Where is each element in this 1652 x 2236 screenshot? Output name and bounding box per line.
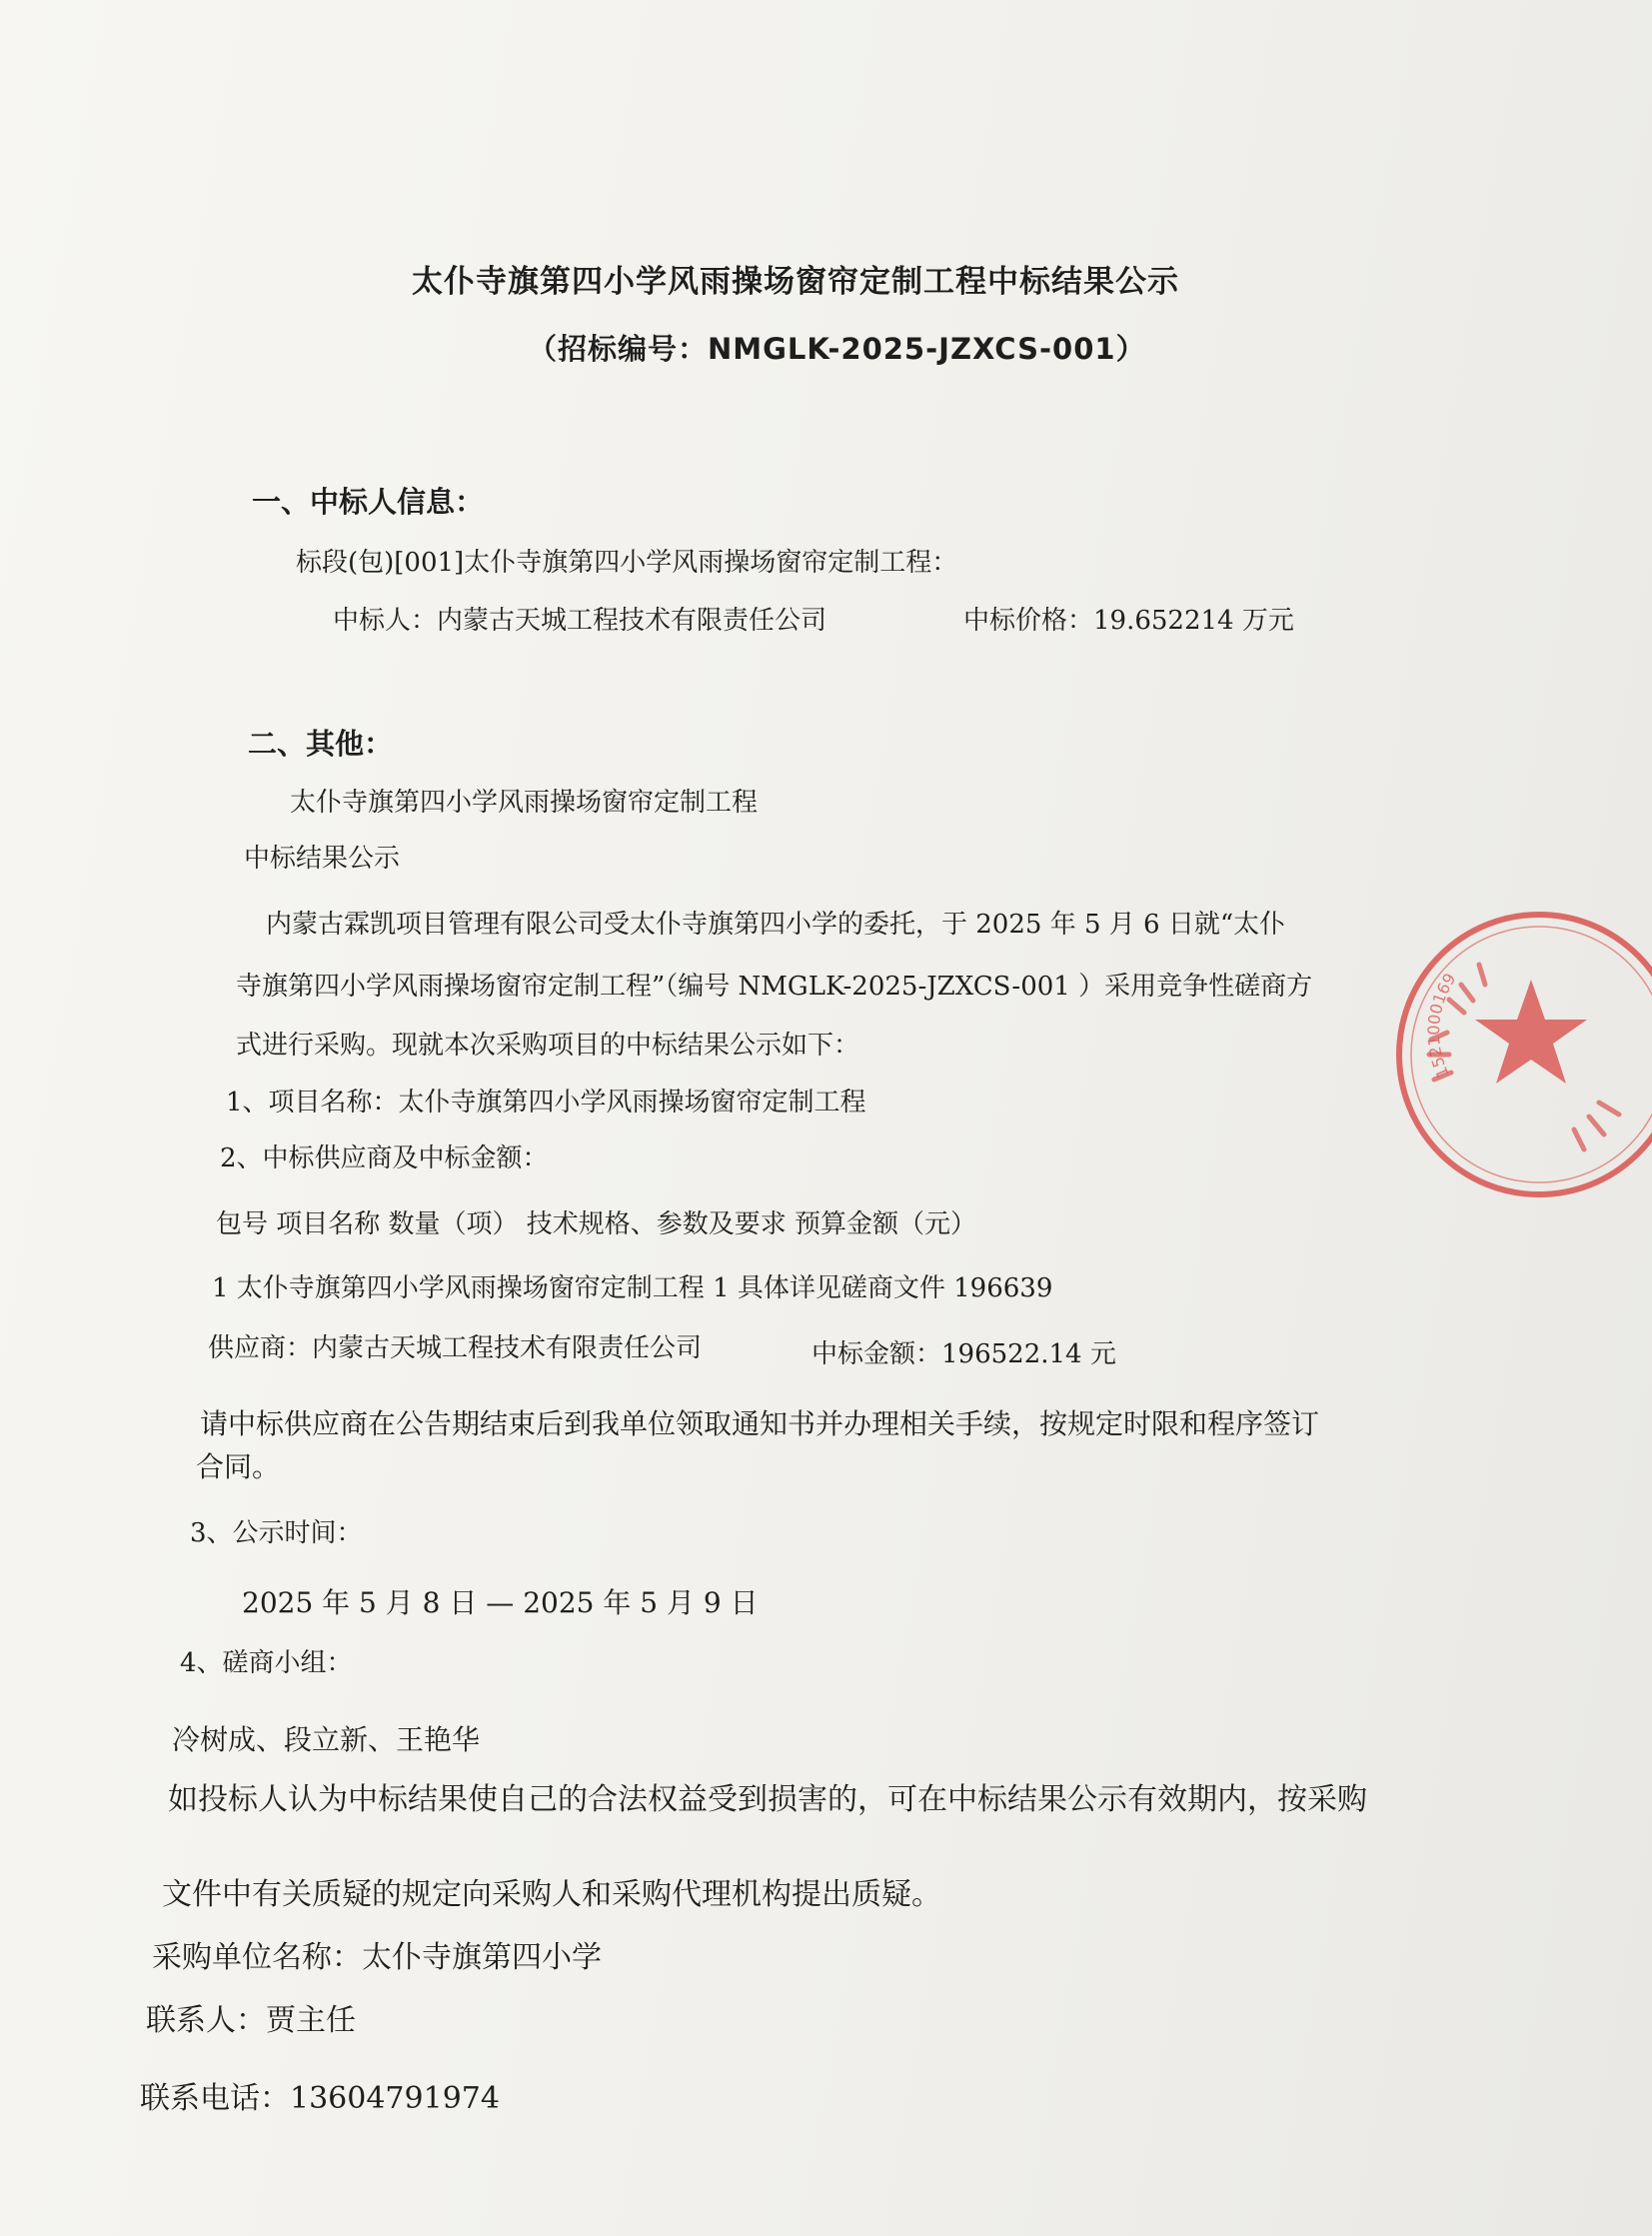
seal-number: 1521000169 bbox=[1423, 970, 1460, 1082]
winner-price: 中标价格：19.652214 万元 bbox=[963, 606, 1294, 636]
svg-text:1521000169 bbox=[1424, 970, 1460, 1081]
winner-line: 中标人：内蒙古天城工程技术有限责任公司 bbox=[333, 606, 827, 636]
notice-line-2: 合同。 bbox=[196, 1450, 281, 1483]
objection-line-2: 文件中有关质疑的规定向采购人和采购代理机构提出质疑。 bbox=[162, 1877, 941, 1912]
item-project-name: 1、项目名称：太仆寺旗第四小学风雨操场窗帘定制工程 bbox=[226, 1088, 866, 1118]
contact-phone: 联系电话：13604791974 bbox=[140, 2081, 500, 2116]
panel-members: 冷树成、段立新、王艳华 bbox=[172, 1723, 481, 1756]
official-seal-stamp bbox=[1389, 905, 1652, 1204]
section2-heading: 二、其他： bbox=[248, 727, 394, 761]
item-supplier-amount: 2、中标供应商及中标金额： bbox=[220, 1143, 549, 1173]
objection-line-1: 如投标人认为中标结果使自己的合法权益受到损害的，可在中标结果公示有效期内，按采购 bbox=[168, 1782, 1367, 1817]
purchaser-name: 采购单位名称：太仆寺旗第四小学 bbox=[152, 1940, 602, 1975]
intro-line-2: 寺旗第四小学风雨操场窗帘定制工程”（编号 NMGLK-2025-JZXCS-001 ）采用竞争性磋商方 bbox=[236, 972, 1313, 1002]
intro-line-3: 式进行采购。现就本次采购项目的中标结果公示如下： bbox=[236, 1031, 860, 1061]
table-header: 包号 项目名称 数量（项） 技术规格、参数及要求 预算金额（元） bbox=[216, 1209, 977, 1239]
tender-number: （招标编号：NMGLK-2025-JZXCS-001） bbox=[528, 332, 1146, 366]
section1-heading: 一、中标人信息： bbox=[252, 485, 485, 519]
award-amount: 中标金额：196522.14 元 bbox=[812, 1339, 1116, 1369]
notice-line-1: 请中标供应商在公告期结束后到我单位领取通知书并办理相关手续，按规定时限和程序签订 bbox=[200, 1407, 1320, 1440]
notice-subtitle: 中标结果公示 bbox=[244, 844, 401, 874]
intro-line-1: 内蒙古霖凯项目管理有限公司受太仆寺旗第四小学的委托，于 2025 年 5 月 6 日就“太仆 bbox=[266, 910, 1286, 940]
table-row: 1 太仆寺旗第四小学风雨操场窗帘定制工程 1 具体详见磋商文件 196639 bbox=[212, 1273, 1053, 1303]
lot-line: 标段(包)[001]太仆寺旗第四小学风雨操场窗帘定制工程： bbox=[296, 548, 958, 578]
announce-period: 2025 年 5 月 8 日 — 2025 年 5 月 9 日 bbox=[242, 1586, 759, 1619]
item-announce-period: 3、公示时间： bbox=[190, 1518, 363, 1548]
item-panel: 4、磋商小组： bbox=[180, 1648, 353, 1678]
supplier-line: 供应商：内蒙古天城工程技术有限责任公司 bbox=[208, 1333, 703, 1363]
project-subtitle: 太仆寺旗第四小学风雨操场窗帘定制工程 bbox=[290, 788, 759, 818]
document-title: 太仆寺旗第四小学风雨操场窗帘定制工程中标结果公示 bbox=[412, 264, 1179, 300]
contact-person: 联系人：贾主任 bbox=[146, 2003, 356, 2038]
